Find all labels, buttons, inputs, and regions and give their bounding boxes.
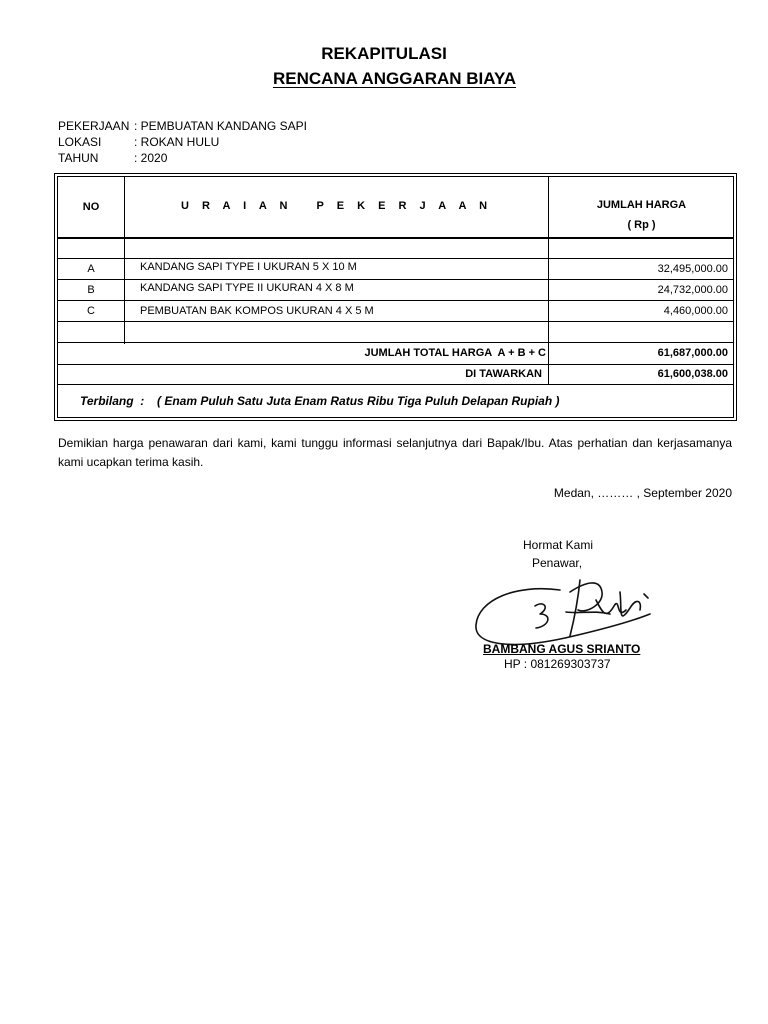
header-uraian: U R A I A N P E K E R J A A N: [180, 200, 493, 212]
signature-role: Penawar,: [532, 556, 583, 570]
info-row-lokasi: [58, 134, 219, 150]
info-label: PEKERJAAN: [58, 119, 130, 133]
signature-greeting: Hormat Kami: [523, 538, 594, 552]
row-a-desc: KANDANG SAPI TYPE I UKURAN 5 X 10 M: [140, 261, 357, 273]
row-divider: [58, 300, 733, 301]
offer-label: DI TAWARKAN: [465, 368, 542, 380]
row-c-desc: PEMBUATAN BAK KOMPOS UKURAN 4 X 5 M: [140, 305, 374, 317]
signatory-name: [483, 641, 640, 657]
row-divider: [58, 321, 733, 322]
row-c-amount: 4,460,000.00: [663, 305, 728, 317]
info-value: : ROKAN HULU: [134, 135, 220, 149]
page-title: REKAPITULASI: [321, 44, 447, 63]
row-c-no: C: [87, 305, 95, 317]
info-row-tahun: [58, 150, 167, 166]
signatory-name-text: BAMBANG AGUS SRIANTO: [483, 642, 641, 656]
row-divider: [58, 258, 733, 259]
row-divider: [58, 364, 733, 365]
total-label: JUMLAH TOTAL HARGA A + B + C: [364, 347, 546, 359]
row-divider: [58, 384, 733, 385]
header-jumlah-unit: ( Rp ): [627, 219, 656, 231]
terbilang-value: ( Enam Puluh Satu Juta Enam Ratus Ribu Tiga Puluh Delapan Rupiah ): [157, 394, 560, 408]
info-value: : PEMBUATAN KANDANG SAPI: [134, 119, 307, 133]
row-b-no: B: [87, 284, 95, 296]
header-jumlah: JUMLAH HARGA: [596, 199, 687, 211]
header-no: NO: [82, 201, 100, 213]
row-divider: [58, 342, 733, 343]
row-a-amount: 32,495,000.00: [657, 263, 728, 275]
letter-date: Medan, ……… , September 2020: [553, 486, 732, 500]
info-label: LOKASI: [58, 135, 102, 149]
page-subtitle-text: RENCANA ANGGARAN BIAYA: [272, 69, 517, 88]
closing-paragraph: Demikian harga penawaran dari kami, kami tunggu informasi selanjutnya dari Bapak/Ibu. Atas perhatian dan kerjasamanya kami ucapkan terima kasih.: [58, 436, 732, 469]
total-value: 61,687,000.00: [657, 347, 728, 359]
row-a-no: A: [87, 263, 95, 275]
info-value: : 2020: [134, 151, 168, 165]
row-b-amount: 24,732,000.00: [657, 284, 728, 296]
offer-value: 61,600,038.00: [657, 368, 728, 380]
row-divider: [58, 237, 733, 239]
signatory-phone: HP : 081269303737: [504, 657, 611, 671]
page-subtitle: [0, 69, 768, 89]
row-b-desc: KANDANG SAPI TYPE II UKURAN 4 X 8 M: [140, 282, 354, 294]
info-row-pekerjaan: [58, 118, 307, 134]
info-label: TAHUN: [58, 151, 99, 165]
row-divider: [58, 279, 733, 280]
terbilang-label: Terbilang :: [80, 394, 145, 408]
